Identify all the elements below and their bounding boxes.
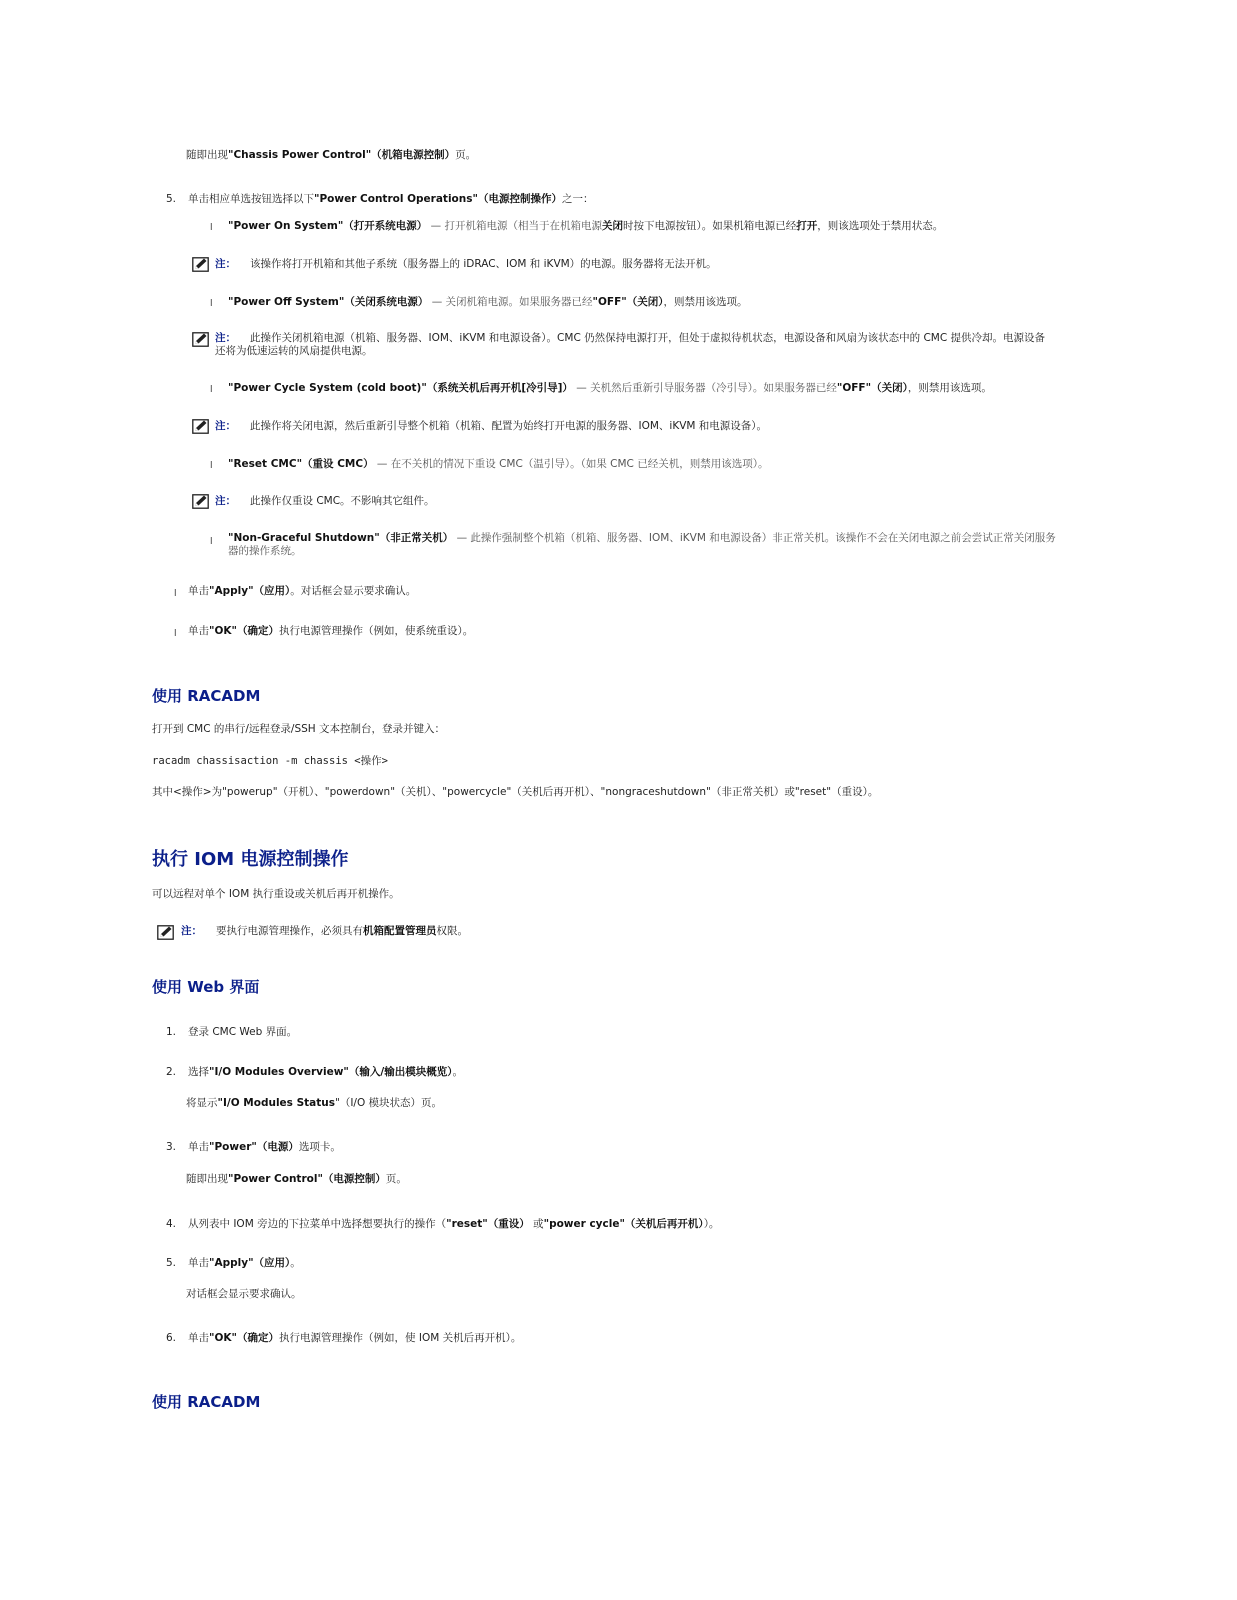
- step-number: 2.: [165, 1066, 176, 1078]
- step-number: 5.: [165, 1257, 176, 1269]
- option-power-on: "Power On System"（打开系统电源） — 打开机箱电源（相当于在机箱电源关闭时按下电源按钮）。如果机箱电源已经打开，则该选项处于禁用状态。: [228, 220, 944, 232]
- racadm-options: 其中<操作>为"powerup"（开机）、"powerdown"（关机）、"powercycle"（关机后再开机）、"nongraceshutdown"（非正常关机）或"reset"（重设）。: [152, 786, 879, 798]
- web-step-3: 单击"Power"（电源）选项卡。: [188, 1141, 341, 1153]
- bullet: l: [174, 629, 177, 639]
- note-label: 注：: [215, 495, 236, 507]
- bullet: l: [210, 461, 213, 471]
- iom-note: 注： 要执行电源管理操作，必须具有机箱配置管理员权限。: [181, 925, 468, 937]
- apply-step: 单击"Apply"（应用）。对话框会显示要求确认。: [188, 585, 417, 597]
- option-power-off: "Power Off System"（关闭系统电源） — 关闭机箱电源。如果服务器已经"OFF"（关闭），则禁用该选项。: [228, 296, 748, 308]
- note-1: 注： 该操作将打开机箱和其他子系统（服务器上的 iDRAC、IOM 和 iKVM）的电源。服务器将无法开机。: [215, 258, 717, 270]
- racadm-command: racadm chassisaction -m chassis <操作>: [152, 755, 388, 767]
- step-number: 3.: [165, 1141, 176, 1153]
- section-heading-web: 使用 Web 界面: [152, 978, 260, 996]
- bullet: l: [210, 385, 213, 395]
- bullet: l: [174, 589, 177, 599]
- iom-intro: 可以远程对单个 IOM 执行重设或关机后再开机操作。: [152, 888, 400, 900]
- racadm-intro: 打开到 CMC 的串行/远程登录/SSH 文本控制台，登录并键入：: [152, 723, 446, 735]
- section-heading-racadm: 使用 RACADM: [152, 687, 261, 705]
- web-step-5-result: 对话框会显示要求确认。: [186, 1288, 302, 1300]
- step-number: 4.: [165, 1218, 176, 1230]
- web-step-6: 单击"OK"（确定）执行电源管理操作（例如，使 IOM 关机后再开机）。: [188, 1332, 522, 1344]
- note-pencil-icon: [192, 332, 209, 347]
- section-heading-racadm-2: 使用 RACADM: [152, 1393, 261, 1411]
- note-2: 注： 此操作关闭机箱电源（机箱、服务器、IOM、iKVM 和电源设备）。CMC 仍然保持电源打开，但处于虚拟待机状态，电源设备和风扇为该状态中的 CMC 提供冷却。电源设备还将为低速运转的风扇提供电源。: [215, 332, 1046, 357]
- option-reset-cmc: "Reset CMC"（重设 CMC） — 在不关机的情况下重设 CMC（温引导）。（如果 CMC 已经关机，则禁用该选项）。: [228, 458, 769, 470]
- option-non-graceful: "Non-Graceful Shutdown"（非正常关机） — 此操作强制整个机箱（机箱、服务器、IOM、iKVM 和电源设备）非正常关机。该操作不会在关闭电源之前会尝试正常关闭服务器的操作系统。: [228, 532, 1056, 557]
- note-pencil-icon: [157, 925, 174, 940]
- note-3: 注： 此操作将关闭电源，然后重新引导整个机箱（机箱、配置为始终打开电源的服务器、IOM、iKVM 和电源设备）。: [215, 420, 768, 432]
- note-4: 注： 此操作仅重设 CMC。不影响其它组件。: [215, 495, 435, 507]
- note-pencil-icon: [192, 419, 209, 434]
- web-step-2-result: 将显示"I/O Modules Status"（I/O 模块状态）页。: [186, 1097, 443, 1109]
- step-number: 6.: [165, 1332, 176, 1344]
- note-label: 注：: [181, 925, 202, 937]
- option-power-cycle: "Power Cycle System (cold boot)"（系统关机后再开机[冷引导]） — 关机然后重新引导服务器（冷引导）。如果服务器已经"OFF"（关闭），则禁用该选项。: [228, 382, 992, 394]
- web-step-3-result: 随即出现"Power Control"（电源控制）页。: [186, 1173, 407, 1185]
- note-pencil-icon: [192, 494, 209, 509]
- web-step-5: 单击"Apply"（应用）。: [188, 1257, 301, 1269]
- bullet: l: [210, 299, 213, 309]
- note-label: 注：: [215, 258, 236, 270]
- step-5: 单击相应单选按钮选择以下"Power Control Operations"（电源控制操作）之一：: [188, 193, 594, 205]
- web-step-1: 登录 CMC Web 界面。: [188, 1026, 298, 1038]
- step-number: 1.: [165, 1026, 176, 1038]
- chassis-intro: 随即出现"Chassis Power Control"（机箱电源控制）页。: [186, 149, 477, 161]
- note-label: 注：: [215, 332, 236, 344]
- ok-step: 单击"OK"（确定）执行电源管理操作（例如，使系统重设）。: [188, 625, 474, 637]
- note-pencil-icon: [192, 257, 209, 272]
- note-label: 注：: [215, 420, 236, 432]
- web-step-4: 从列表中 IOM 旁边的下拉菜单中选择想要执行的操作（"reset"（重设） 或"power cycle"（关机后再开机））。: [188, 1218, 720, 1230]
- bullet: l: [210, 223, 213, 233]
- bullet: l: [210, 537, 213, 547]
- web-step-2: 选择"I/O Modules Overview"（输入/输出模块概览）。: [188, 1066, 463, 1078]
- step-number: 5.: [165, 193, 176, 205]
- section-heading-iom: 执行 IOM 电源控制操作: [152, 849, 349, 870]
